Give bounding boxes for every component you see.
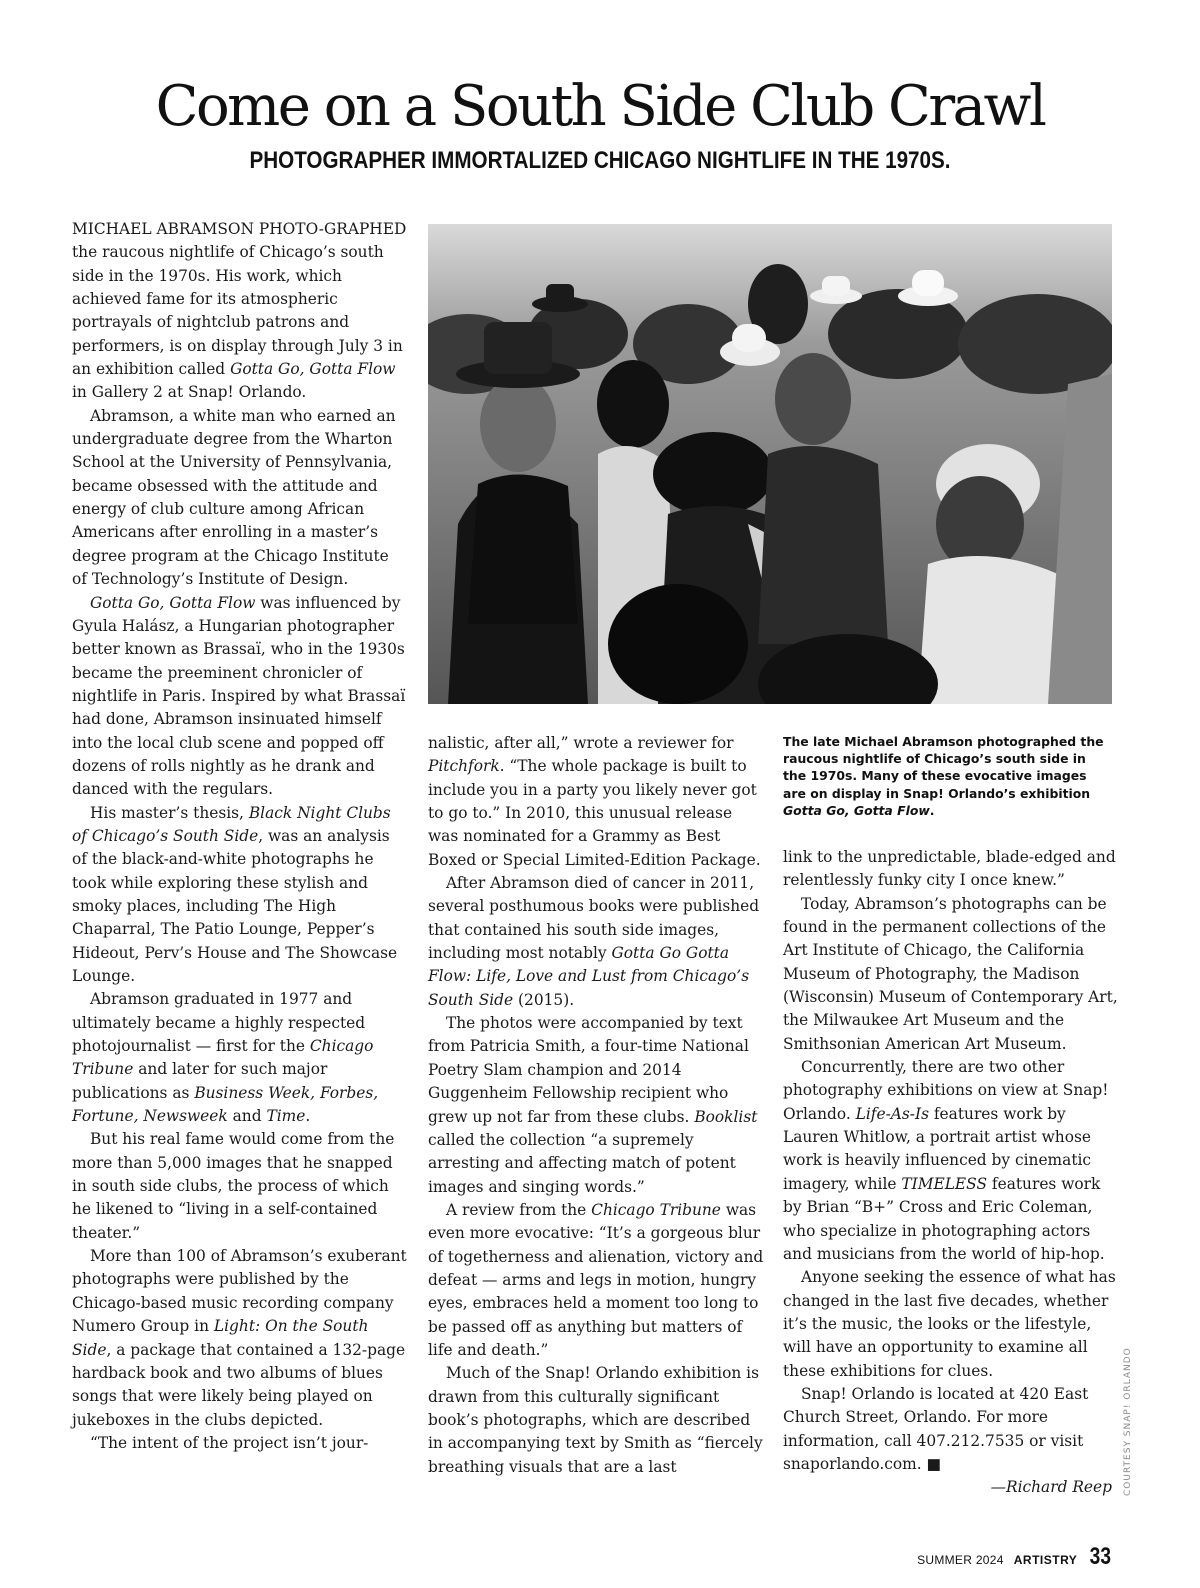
paragraph: nalistic, after all,” wrote a reviewer for Pitchfork. “The whole package is built to include you in a party you likely never got to go to.” In 2010, this unusual release was nominated for a Grammy as Best Boxed or Special Limited-Edition Package.: [428, 734, 761, 869]
paragraph: The photos were accompanied by text from Patricia Smith, a four-time National Poetry Slam champion and 2014 Guggenheim Fellowship recipient who grew up not far from these clubs. Booklist called the collection “a supremely arresting and affecting match of potent images and singing words.”: [428, 1014, 758, 1196]
column-1: [72, 218, 408, 1455]
paragraph: Abramson, a white man who earned an undergraduate degree from the Wharton School at the University of Pennsylvania, became obsessed with the attitude and energy of club culture among African Americans after enrolling in a master’s degree program at the Chicago Institute of Technology’s Institute of Design.: [72, 406, 396, 589]
magazine-name: ARTISTRY: [1013, 1553, 1078, 1567]
paragraph: “The intent of the project isn’t jour-: [90, 1433, 369, 1452]
paragraph: Anyone seeking the essence of what has changed in the last five decades, whether it’s the music, the looks or the lifestyle, will have an opportunity to examine all these exhibitions for clues.: [783, 1268, 1116, 1380]
page-folio: [917, 1543, 1114, 1573]
paragraph: MICHAEL ABRAMSON PHOTO-GRAPHED the raucous nightlife of Chicago’s south side in the 1970s. His work, which achieved fame for its atmospheric portrayals of nightclub patrons and performers, is on display through July 3 in an exhibition called Gotta Go, Gotta Flow in Gallery 2 at Snap! Orlando.: [72, 220, 407, 402]
paragraph: A review from the Chicago Tribune was even more evocative: “It’s a gorgeous blur of togetherness and alienation, victory and defeat — arms and legs in motion, hungry eyes, embraces held a moment too long to be passed off as anything but matters of life and death.”: [428, 1200, 764, 1359]
paragraph: After Abramson died of cancer in 2011, several posthumous books were published that contained his south side images, including most notably Gotta Go Gotta Flow: Life, Love and Lust from Chicago’s South Side (2015).: [428, 874, 760, 1009]
column-2: [428, 732, 764, 1479]
issue-date: SUMMER 2024: [917, 1553, 1004, 1567]
page-number: 33: [1089, 1543, 1112, 1570]
nightclub-photo-illustration: [428, 224, 1112, 704]
paragraph: Snap! Orlando is located at 420 East Church Street, Orlando. For more information, call 407.212.7535 or visit snaporlando.com. ■: [783, 1384, 1089, 1473]
deck-subheadline: PHOTOGRAPHER IMMORTALIZED CHICAGO NIGHTLIFE IN THE 1970S.: [249, 147, 951, 174]
paragraph: link to the unpredictable, blade-edged and relentlessly funky city I once knew.”: [783, 848, 1116, 890]
paragraph: His master’s thesis, Black Night Clubs of Chicago’s South Side, was an analysis of the black-and-white photographs he took while exploring these stylish and smoky places, including The High Chaparral, The Patio Lounge, Pepper’s Hideout, Perv’s House and The Showcase Lounge.: [72, 803, 398, 985]
paragraph: Concurrently, there are two other photography exhibitions on view at Snap! Orlando. Life-As-Is features work by Lauren Whitlow, a portrait artist whose work is heavily influenced by cinematic imagery, while TIMELESS features work by Brian “B+” Cross and Eric Coleman, who specialize in photographing actors and musicians from the world of hip-hop.: [783, 1058, 1109, 1263]
paragraph: More than 100 of Abramson’s exuberant photographs were published by the Chicago-based music recording company Numero Group in Light: On the South Side, a package that contained a 132-page hardback book and two albums of blues songs that were likely being played on jukeboxes in the clubs depicted.: [72, 1247, 407, 1429]
paragraph: Today, Abramson’s photographs can be found in the permanent collections of the Art Institute of Chicago, the California Museum of Photography, the Madison (Wisconsin) Museum of Contemporary Art, the Milwaukee Art Museum and the Smithsonian American Art Museum.: [783, 894, 1118, 1053]
column-3: [783, 846, 1119, 1476]
headline: Come on a South Side Club Crawl: [155, 74, 1045, 139]
byline: —Richard Reep: [990, 1478, 1112, 1496]
paragraph: Gotta Go, Gotta Flow was influenced by Gyula Halász, a Hungarian photographer better known as Brassaï, who in the 1930s became the preeminent chronicler of nightlife in Paris. Inspired by what Brassaï had done, Abramson insinuated himself into the local club scene and popped off dozens of rolls nightly as he drank and danced with the regulars.: [72, 593, 406, 799]
paragraph: But his real fame would come from the more than 5,000 images that he snapped in south side clubs, the process of which he likened to “living in a self-contained theater.”: [72, 1130, 395, 1242]
nightclub-photo: [428, 224, 1112, 704]
photo-caption: The late Michael Abramson photographed the raucous nightlife of Chicago’s south side in the 1970s. Many of these evocative images are on display in Snap! Orlando’s exhibition Gotta Go, Gotta Flow.: [783, 734, 1104, 818]
end-mark: ■: [926, 1454, 942, 1473]
paragraph: Much of the Snap! Orlando exhibition is drawn from this culturally significant book’s photographs, which are described in accompanying text by Smith as “fiercely breathing visuals that are a last: [428, 1364, 763, 1476]
paragraph: Abramson graduated in 1977 and ultimately became a highly respected photojournalist — first for the Chicago Tribune and later for such major publications as Business Week, Forbes, Fortune, Newsweek and Time.: [72, 990, 379, 1126]
photo-credit: COURTESY SNAP! ORLANDO: [1123, 1347, 1133, 1496]
